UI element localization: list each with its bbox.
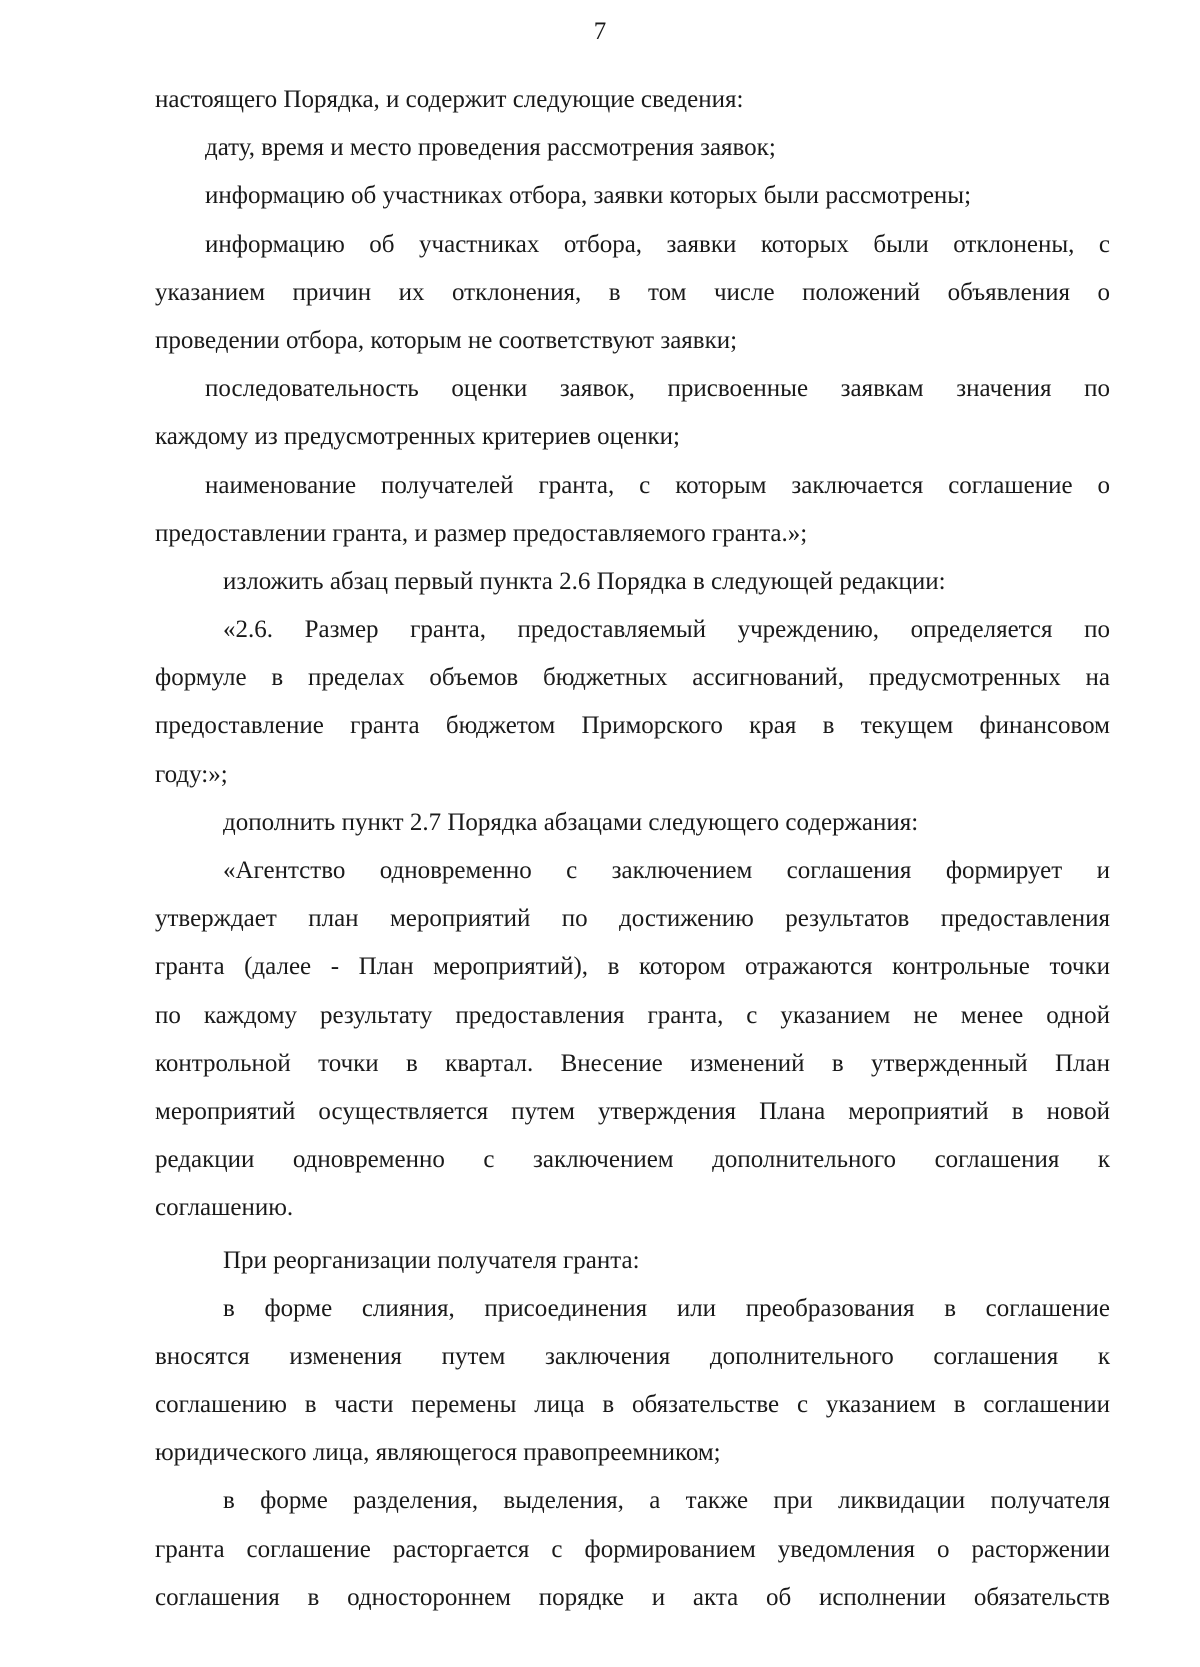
text-line: настоящего Порядка, и содержит следующие сведения: [155,86,744,113]
text-line: дату, время и место проведения рассмотрения заявок; [205,134,776,162]
text-line: При реорганизации получателя гранта: [223,1246,640,1274]
text-line: каждому из предусмотренных критериев оценки; [155,423,680,451]
text-line: формуле в пределах объемов бюджетных ассигнований, предусмотренных на [155,664,1110,692]
text-line: соглашению в части перемены лица в обязательстве с указанием в соглашении [155,1391,1110,1419]
text-line: утверждает план мероприятий по достижению результатов предоставления [155,905,1110,933]
text-line: мероприятий осуществляется путем утверждения Плана мероприятий в новой [155,1097,1110,1125]
text-line: предоставление гранта бюджетом Приморского края в текущем финансовом [155,712,1110,740]
text-line: дополнить пункт 2.7 Порядка абзацами следующего содержания: [223,808,919,836]
text-line: по каждому результату предоставления гранта, с указанием не менее одной [155,1001,1110,1029]
text-line: соглашения в одностороннем порядке и акта об исполнении обязательств [155,1583,1110,1611]
text-line: редакции одновременно с заключением дополнительного соглашения к [155,1146,1110,1174]
text-line: «Агентство одновременно с заключением соглашения формирует и [223,857,1110,884]
page-number: 7 [593,18,607,45]
text-line: соглашению. [155,1194,294,1222]
text-line: вносятся изменения путем заключения дополнительного соглашения к [155,1342,1110,1370]
text-line: предоставлении гранта, и размер предоставляемого гранта.»; [155,519,808,547]
text-line: гранта соглашение расторгается с формированием уведомления о расторжении [155,1535,1110,1563]
document-body [155,76,1110,1622]
text-line: изложить абзац первый пункта 2.6 Порядка в следующей редакции: [223,567,946,595]
text-line: проведении отбора, которым не соответствуют заявки; [155,326,738,354]
text-line: гранта (далее - План мероприятий), в котором отражаются контрольные точки [155,953,1110,981]
text-line: последовательность оценки заявок, присвоенные заявкам значения по [205,375,1110,403]
text-line: «2.6. Размер гранта, предоставляемый учреждению, определяется по [223,616,1110,644]
text-line: информацию об участниках отбора, заявки которых были отклонены, с [205,230,1110,258]
text-line: контрольной точки в квартал. Внесение изменений в утвержденный План [155,1049,1110,1077]
text-line: в форме разделения, выделения, а также при ликвидации получателя [223,1487,1110,1515]
text-line: в форме слияния, присоединения или преобразования в соглашение [223,1294,1110,1322]
text-line: информацию об участниках отбора, заявки которых были рассмотрены; [205,182,972,210]
text-line: юридического лица, являющегося правопреемником; [155,1439,721,1467]
text-line: году:»; [155,760,228,788]
text-line: наименование получателей гранта, с которым заключается соглашение о [205,471,1110,499]
text-line: указанием причин их отклонения, в том числе положений объявления о [155,278,1110,306]
